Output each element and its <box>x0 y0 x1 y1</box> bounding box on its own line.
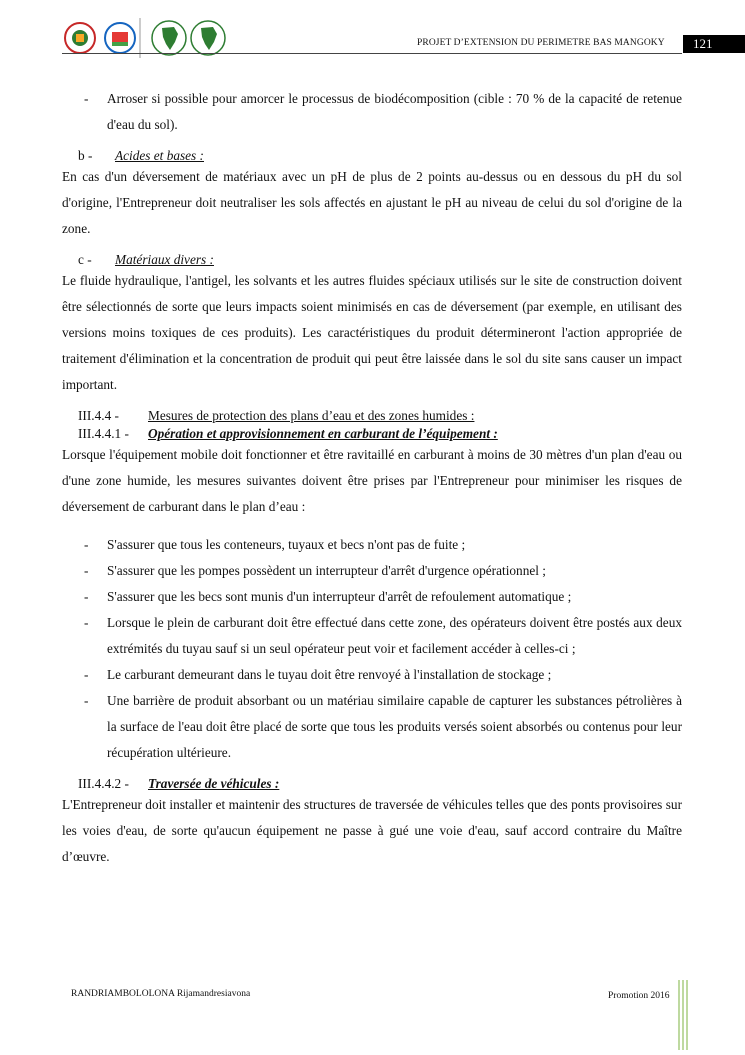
subheading-label: b - <box>78 148 93 163</box>
section-heading-3442 <box>78 776 682 792</box>
list-item <box>62 532 682 558</box>
afdb-logo <box>152 21 186 55</box>
ministry-logo <box>65 23 95 53</box>
list-item <box>62 584 682 610</box>
adf-logo <box>191 21 225 55</box>
bullet-dash: - <box>84 537 89 552</box>
section-title: Mesures de protection des plans d’eau et des zones humides : <box>148 408 475 423</box>
list-item-text: Le carburant demeurant dans le tuyau doit être renvoyé à l'installation de stockage ; <box>107 667 552 682</box>
list-item-text: S'assurer que tous les conteneurs, tuyaux et becs n'ont pas de fuite ; <box>107 537 466 552</box>
header-title: PROJET D’EXTENSION DU PERIMETRE BAS MANGOKY <box>417 38 665 48</box>
bullet-dash: - <box>84 615 89 630</box>
paragraph-3442: L'Entrepreneur doit installer et maintenir des structures de traversée de véhicules telles que des ponts provisoires sur les voies d'eau, de sorte qu'aucun équipement ne passe à gué une voie d'eau, sauf accord contraire du Maître d’œuvre. <box>62 797 682 864</box>
subheading-materiaux <box>78 252 682 268</box>
section-heading-344 <box>78 408 682 424</box>
paragraph-3441: Lorsque l'équipement mobile doit fonctionner et être ravitaillé en carburant à moins de 30 mètres d'un plan d'eau ou d'une zone humide, les mesures suivantes doivent être prises par l'Entrepreneur pour minimiser les risques de déversement de carburant dans le plan d’eau : <box>62 447 682 514</box>
bullet-dash: - <box>84 667 89 682</box>
spacer <box>62 520 682 532</box>
list-item-text: Arroser si possible pour amorcer le processus de biodécomposition (cible : 70 % de la capacité de retenue d'eau du sol). <box>107 91 682 132</box>
project-logo <box>105 23 135 53</box>
list-item <box>62 610 682 662</box>
list-item-text: S'assurer que les pompes possèdent un interrupteur d'arrêt d'urgence opérationnel ; <box>107 563 546 578</box>
list-item-text: Lorsque le plein de carburant doit être effectué dans cette zone, des opérateurs doivent être postés aux deux extrémités du tuyau sauf si un seul opérateur peut voir et facilement accéder à celles-ci ; <box>107 615 682 656</box>
bullet-dash: - <box>84 91 89 106</box>
section-number: III.4.4 - <box>78 408 119 423</box>
section-heading-3441 <box>78 426 682 442</box>
bullet-dash: - <box>84 589 89 604</box>
subheading-title: Acides et bases : <box>115 148 204 163</box>
header-rule <box>62 53 682 54</box>
list-item <box>62 86 682 138</box>
footer-decoration <box>677 980 691 1055</box>
section-title: Traversée de véhicules : <box>148 776 280 791</box>
section-title: Opération et approvisionnement en carburant de l’équipement : <box>148 426 498 441</box>
bullet-dash: - <box>84 693 89 708</box>
page-number: 121 <box>683 35 745 53</box>
bullet-dash: - <box>84 563 89 578</box>
section-number: III.4.4.1 - <box>78 426 129 441</box>
list-item-text: S'assurer que les becs sont munis d'un interrupteur d'arrêt de refoulement automatique ; <box>107 589 572 604</box>
list-item-text: Une barrière de produit absorbant ou un matériau similaire capable de capturer les substances pétrolières à la surface de l'eau doit être placé de sorte que tous les produits versés soient absorbés ou contenus pour leur récupération ultérieure. <box>107 693 682 760</box>
footer-promotion: Promotion 2016 <box>608 991 670 1001</box>
paragraph-materiaux: Le fluide hydraulique, l'antigel, les solvants et les autres fluides spéciaux utilisés sur le site de construction doivent être sélectionnés de sorte que leurs impacts soient minimisés en cas de déversement (par exemple, en utilisant des versions moins toxiques de ces produits). Les caractéristiques du produit détermineront l'action appropriée de traitement d'élimination et la concentration de produit qui peut être laissée dans le sol du site sans causer un impact important. <box>62 273 682 392</box>
subheading-label: c - <box>78 252 92 267</box>
section-number: III.4.4.2 - <box>78 776 129 791</box>
list-item <box>62 558 682 584</box>
document-body <box>62 86 682 870</box>
footer-author: RANDRIAMBOLOLONA Rijamandresiavona <box>71 989 251 999</box>
list-item <box>62 688 682 766</box>
paragraph-acides: En cas d'un déversement de matériaux avec un pH de plus de 2 points au-dessus ou en dessous du pH du sol d'origine, l'Entrepreneur doit neutraliser les sols affectés en ajustant le pH au niveau de celui du sol d'origine de la zone. <box>62 169 682 236</box>
subheading-acides <box>78 148 682 164</box>
subheading-title: Matériaux divers : <box>115 252 214 267</box>
list-item <box>62 662 682 688</box>
